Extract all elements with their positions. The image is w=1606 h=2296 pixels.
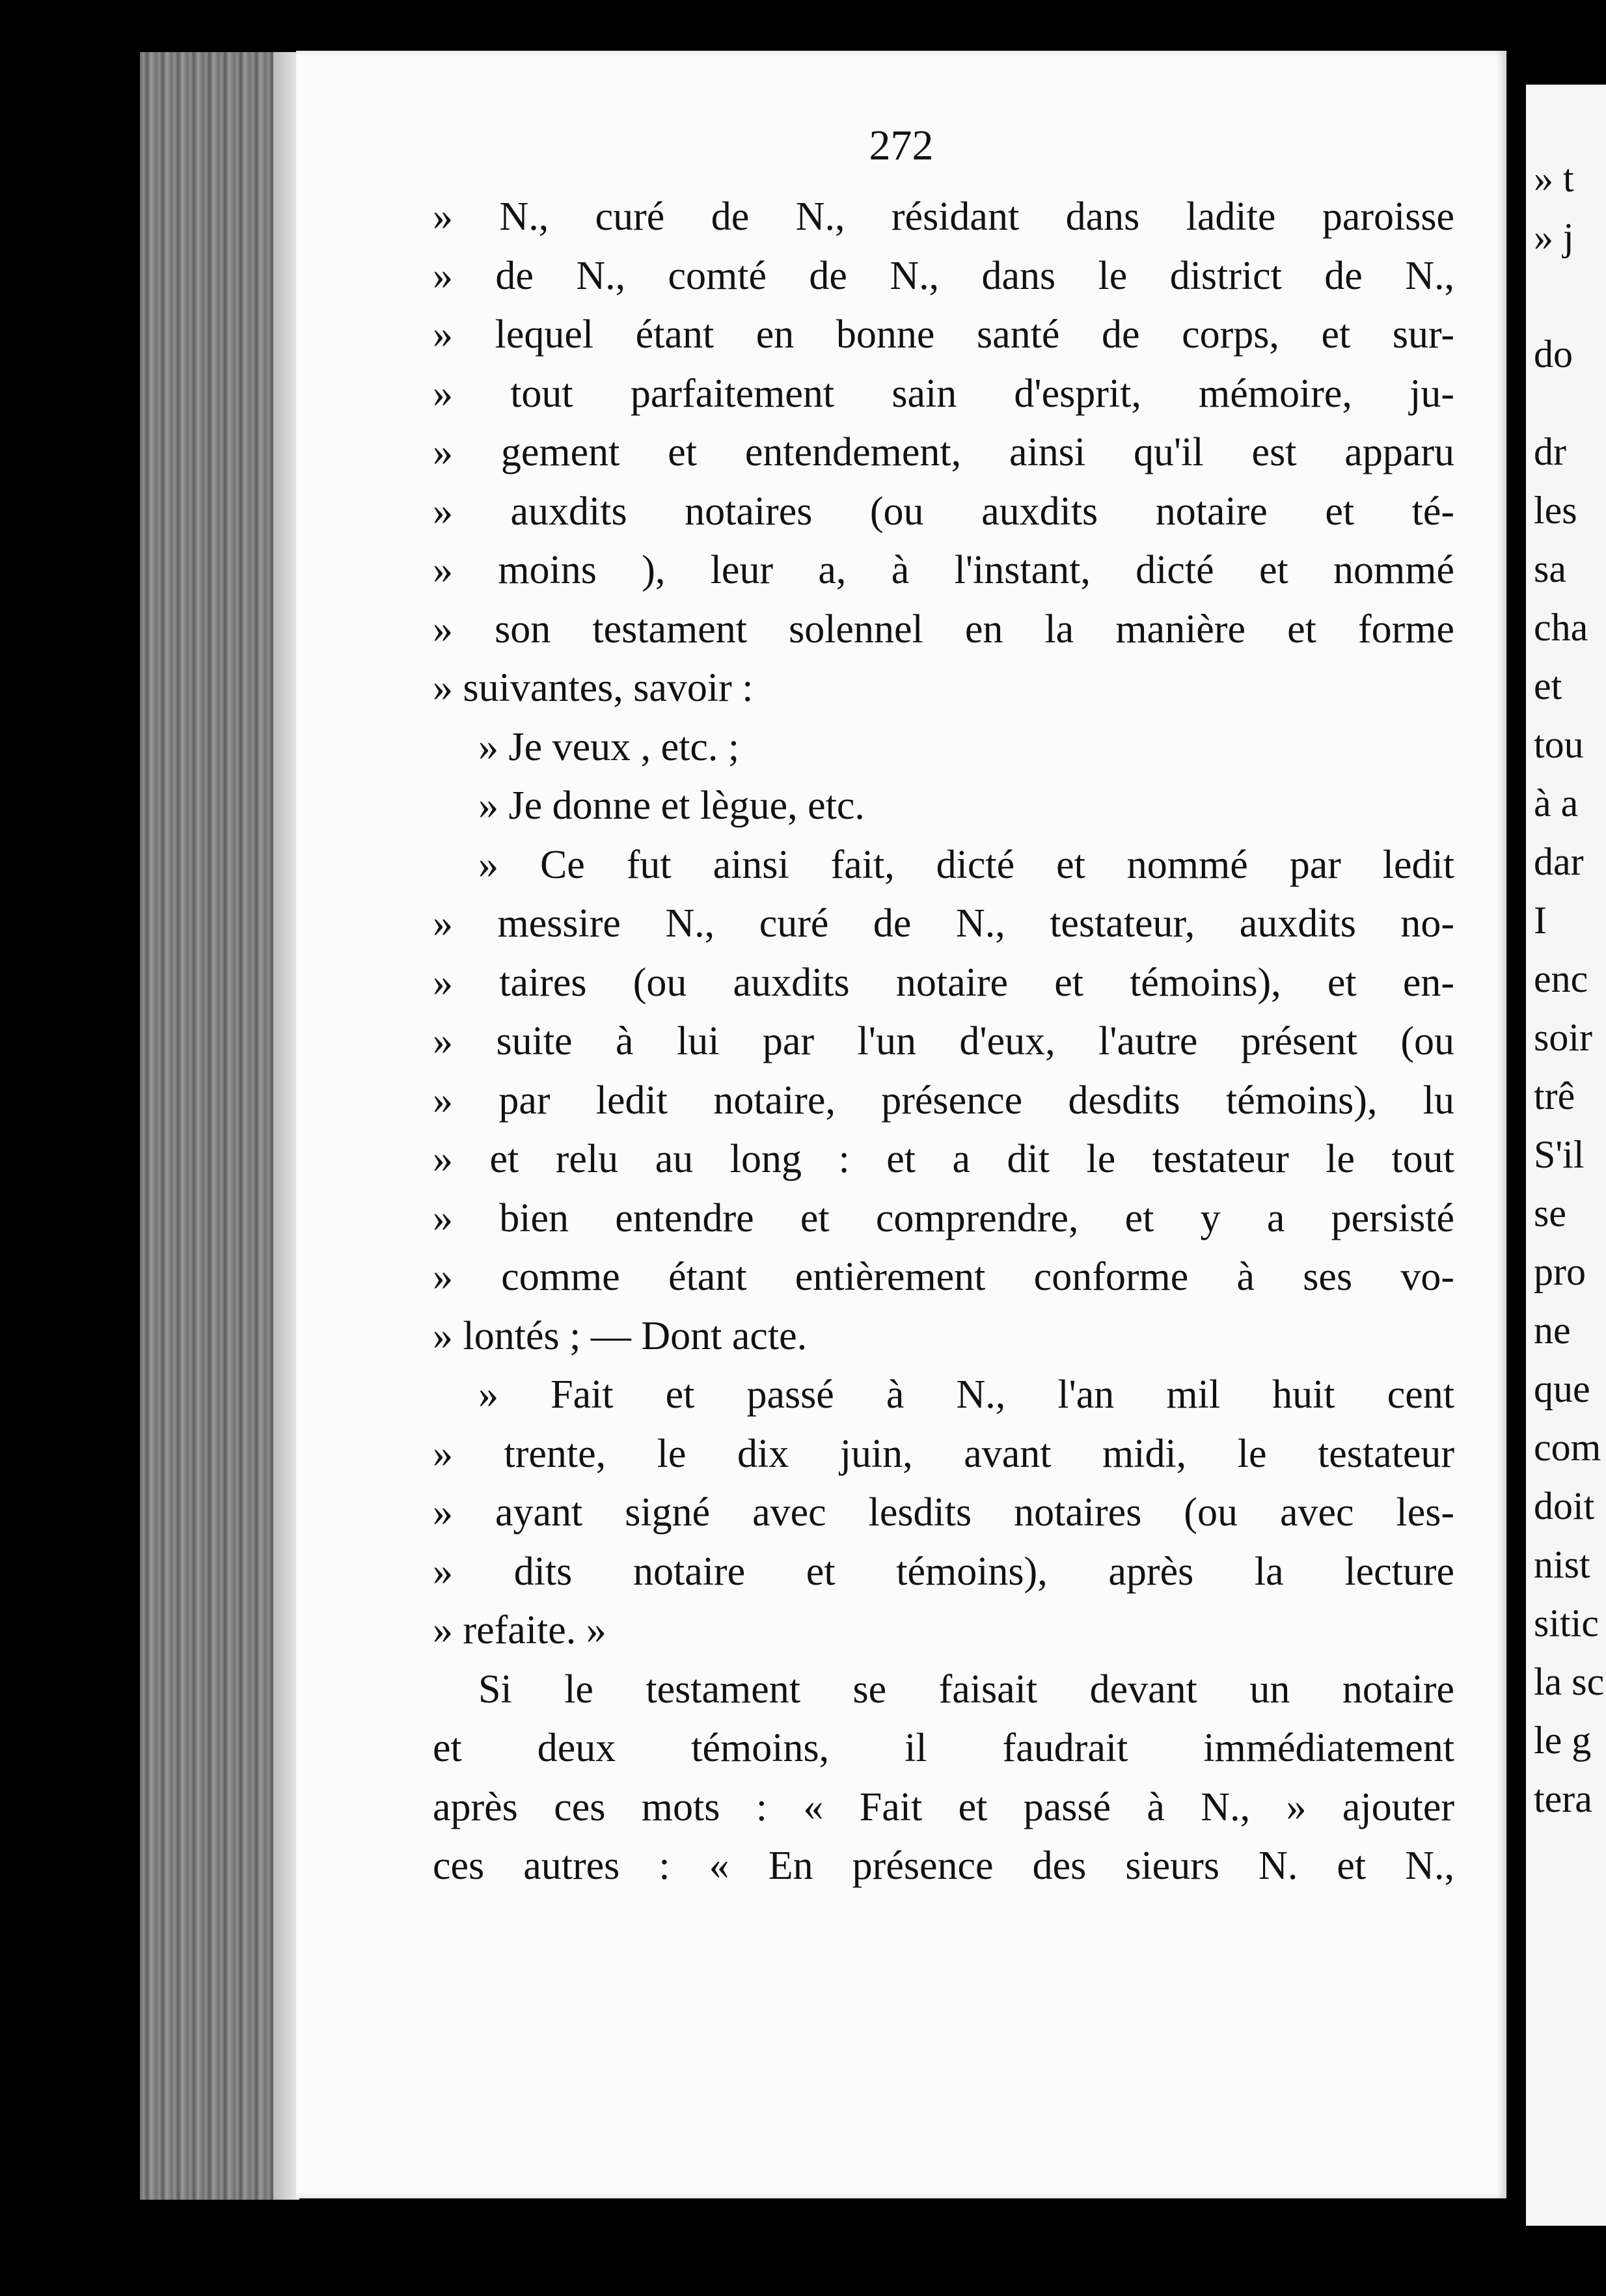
adjacent-page-fragment: le g <box>1534 1719 1592 1762</box>
text-line: ces autres : « En présence des sieurs N. et N., <box>433 1844 1454 1888</box>
page-body <box>433 187 1454 1896</box>
text-line: » Ce fut ainsi fait, dicté et nommé par ledit <box>478 842 1454 887</box>
text-line: » taires (ou auxdits notaire et témoins), et en- <box>433 960 1454 1005</box>
adjacent-page-fragment: la sc <box>1534 1660 1605 1703</box>
text-line: » refaite. » <box>433 1608 606 1652</box>
text-line: » Fait et passé à N., l'an mil huit cent <box>478 1373 1454 1417</box>
adjacent-page-fragment: sitic <box>1534 1602 1599 1645</box>
book-page <box>296 51 1506 2198</box>
text-line: » gement et entendement, ainsi qu'il est apparu <box>433 430 1454 474</box>
text-line: » lequel étant en bonne santé de corps, et sur- <box>433 312 1454 357</box>
adjacent-page-fragment: I <box>1534 899 1547 942</box>
text-line: » trente, le dix juin, avant midi, le testateur <box>433 1431 1454 1476</box>
page-edge <box>273 52 299 2200</box>
text-line: » par ledit notaire, présence desdits témoins), lu <box>433 1078 1454 1123</box>
text-line: » de N., comté de N., dans le district de N., <box>433 253 1454 298</box>
adjacent-page-fragment: trê <box>1534 1074 1575 1117</box>
adjacent-page-fragment: nist <box>1534 1543 1590 1586</box>
adjacent-page-fragment: dar <box>1534 840 1584 883</box>
adjacent-page-fragment: doit <box>1534 1484 1595 1527</box>
adjacent-page-fragment: enc <box>1534 957 1588 1000</box>
text-line: » suite à lui par l'un d'eux, l'autre présent (ou <box>433 1019 1454 1063</box>
text-line: » tout parfaitement sain d'esprit, mémoire, ju- <box>433 371 1454 416</box>
adjacent-page-fragment: cha <box>1534 606 1588 649</box>
text-line: » comme étant entièrement conforme à ses vo- <box>433 1255 1454 1299</box>
adjacent-page-fragment: » t <box>1534 157 1574 200</box>
adjacent-page-fragment: ne <box>1534 1309 1571 1352</box>
text-line: » auxdits notaires (ou auxdits notaire et té- <box>433 489 1454 534</box>
adjacent-page-fragment: à a <box>1534 782 1579 825</box>
adjacent-page-fragment: les <box>1534 489 1577 532</box>
adjacent-page-fragment: do <box>1534 333 1573 376</box>
adjacent-page-fragment: et <box>1534 664 1562 707</box>
adjacent-page <box>1526 85 1606 2226</box>
text-line: » Je veux , etc. ; <box>478 724 740 769</box>
adjacent-page-fragment: » j <box>1534 215 1574 258</box>
adjacent-page-fragment: sa <box>1534 547 1566 590</box>
text-line: » ayant signé avec lesdits notaires (ou avec les- <box>433 1490 1454 1535</box>
text-line: après ces mots : « Fait et passé à N., » ajouter <box>433 1784 1454 1829</box>
adjacent-page-fragment: pro <box>1534 1250 1586 1293</box>
text-line: » suivantes, savoir : <box>433 666 754 710</box>
adjacent-page-fragment: dr <box>1534 430 1566 473</box>
text-line: et deux témoins, il faudrait immédiatement <box>433 1726 1454 1770</box>
adjacent-page-fragment: que <box>1534 1367 1590 1410</box>
text-line: » Je donne et lègue, etc. <box>478 784 865 828</box>
text-line: » moins ), leur a, à l'instant, dicté et nommé <box>433 548 1454 592</box>
adjacent-page-fragment: com <box>1534 1426 1601 1469</box>
adjacent-page-fragment: tou <box>1534 723 1584 766</box>
text-line: » messire N., curé de N., testateur, auxdits no- <box>433 901 1454 946</box>
adjacent-page-fragment: tera <box>1534 1777 1592 1820</box>
text-line: » lontés ; — Dont acte. <box>433 1313 808 1358</box>
text-line: » N., curé de N., résidant dans ladite paroisse <box>433 195 1454 239</box>
text-line: » son testament solennel en la manière et forme <box>433 607 1454 651</box>
text-line: Si le testament se faisait devant un notaire <box>478 1667 1454 1712</box>
book-gutter <box>140 52 296 2200</box>
text-line: » bien entendre et comprendre, et y a persisté <box>433 1196 1454 1240</box>
text-line: » et relu au long : et a dit le testateur le tout <box>433 1137 1454 1181</box>
page-number: 272 <box>869 122 934 169</box>
adjacent-page-fragment: S'il <box>1534 1133 1585 1176</box>
adjacent-page-fragment: soir <box>1534 1016 1592 1059</box>
adjacent-page-fragment: se <box>1534 1192 1566 1235</box>
text-line: » dits notaire et témoins), après la lecture <box>433 1549 1454 1594</box>
